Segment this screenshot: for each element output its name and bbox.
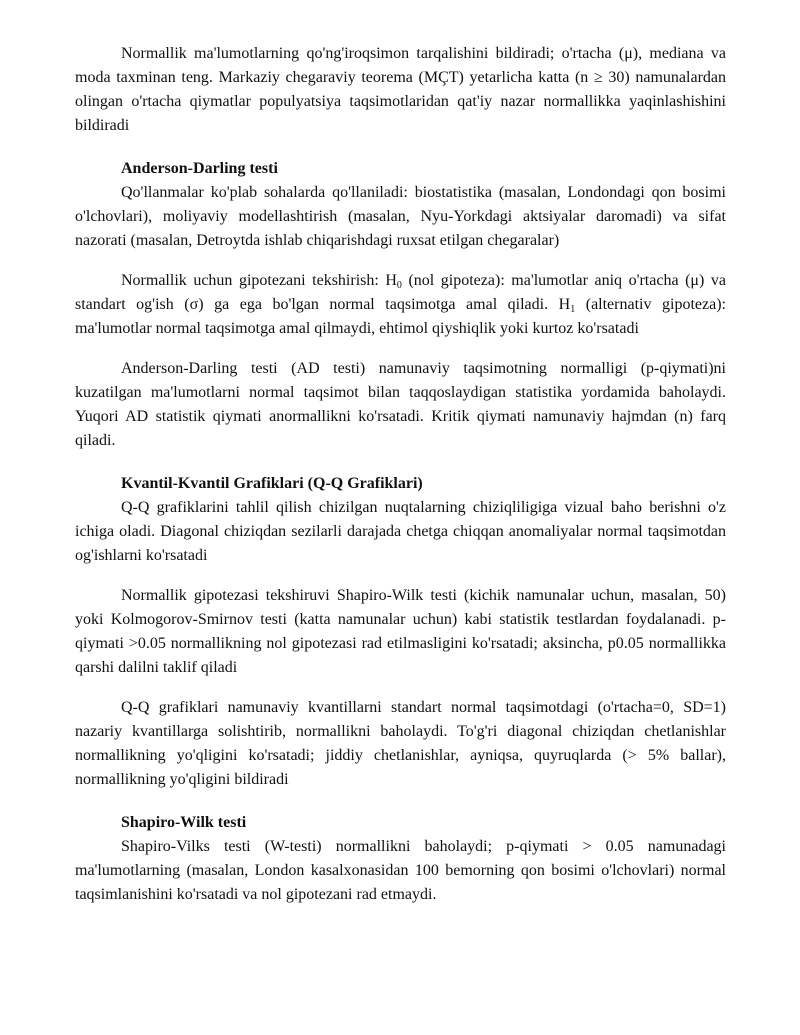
hypothesis-text-part-a: Normallik uchun gipotezani tekshirish: H <box>121 272 397 289</box>
hypothesis-paragraph <box>75 269 726 341</box>
intro-paragraph: Normallik ma'lumotlarning qo'ng'iroqsimon tarqalishini bildiradi; o'rtacha (μ), mediana va moda taxminan teng. Markaziy chegaraviy teorema (MÇT) yetarlicha katta (n ≥ 30) namunalardan olingan o'rtacha qiymatlar populyatsiya taqsimotlaridan qat'iy nazar normallikka yaqinlashishini bildiradi <box>75 45 726 134</box>
section-heading-anderson-darling: Anderson-Darling testi <box>121 160 278 177</box>
h1-subscript: 1 <box>570 304 576 315</box>
hypothesis-text-part-c: (alternativ gipoteza): ma'lumotlar normal taqsimotga amal qilmaydi, ehtimol qiyshiqlik yoki kurtoz ko'rsatadi <box>75 296 726 337</box>
h0-subscript: 0 <box>396 280 402 291</box>
document-page <box>75 42 726 907</box>
section-heading-shapiro-wilk: Shapiro-Wilk testi <box>121 814 247 831</box>
ad-test-paragraph: Anderson-Darling testi (AD testi) namunaviy taqsimotning normalligi (p-qiymati)ni kuzatilgan ma'lumotlarni normal taqsimot bilan taqqoslaydigan statistika yordamida baholaydi. Yuqori AD statistik qiymati anormallikni ko'rsatadi. Kritik qiymati namunaviy hajmdan (n) farq qiladi. <box>75 360 726 449</box>
anderson-darling-applications-paragraph: Qo'llanmalar ko'plab sohalarda qo'llaniladi: biostatistika (masalan, Londondagi qon bosimi o'lchovlari), moliyaviy modellashtirish (masalan, Nyu-Yorkdagi aktsiyalar daromadi) va sifat nazorati (masalan, Detroytda ishlab chiqarishdagi ruxsat etilgan chegaralar) <box>75 184 726 249</box>
shapiro-wilk-paragraph: Shapiro-Vilks testi (W-testi) normallikni baholaydi; p-qiymati > 0.05 namunadagi ma'lumotlarning (masalan, London kasalxonasidan 100 bemorning qon bosimi o'lchovlari) normal taqsimlanishini ko'rsatadi va nol gipotezani rad etmaydi. <box>75 838 726 903</box>
qq-analysis-paragraph: Q-Q grafiklarini tahlil qilish chizilgan nuqtalarning chiziqliligiga vizual baho berishni o'z ichiga oladi. Diagonal chiziqdan sezilarli darajada chetga chiqqan anomaliyalar normal taqsimotdan og'ishlarni ko'rsatadi <box>75 499 726 564</box>
normality-test-paragraph: Normallik gipotezasi tekshiruvi Shapiro-Wilk testi (kichik namunalar uchun, masalan, 50) yoki Kolmogorov-Smirnov testi (katta namunalar uchun) kabi statistik testlardan foydalanadi. p-qiymati >0.05 normallikning nol gipotezasi rad etilmasligini ko'rsatadi; aksincha, p0.05 normallikka qarshi dalilni taklif qiladi <box>75 587 726 676</box>
qq-quantiles-paragraph: Q-Q grafiklari namunaviy kvantillarni standart normal taqsimotdagi (o'rtacha=0, SD=1) nazariy kvantillarga solishtirib, normallikni baholaydi. To'g'ri diagonal chiziqdan chetlanishlar normallikning yo'qligini ko'rsatadi; jiddiy chetlanishlar, ayniqsa, quyruqlarda (> 5% ballar), normallikning yo'qligini bildiradi <box>75 699 726 788</box>
hypothesis-text-part-b: (nol gipoteza): ma'lumotlar aniq o'rtacha (μ) va standart og'ish (σ) ga ega bo'lgan normal taqsimotga amal qiladi. H <box>75 272 726 313</box>
section-heading-qq-plots: Kvantil-Kvantil Grafiklari (Q-Q Grafiklari) <box>121 475 423 492</box>
